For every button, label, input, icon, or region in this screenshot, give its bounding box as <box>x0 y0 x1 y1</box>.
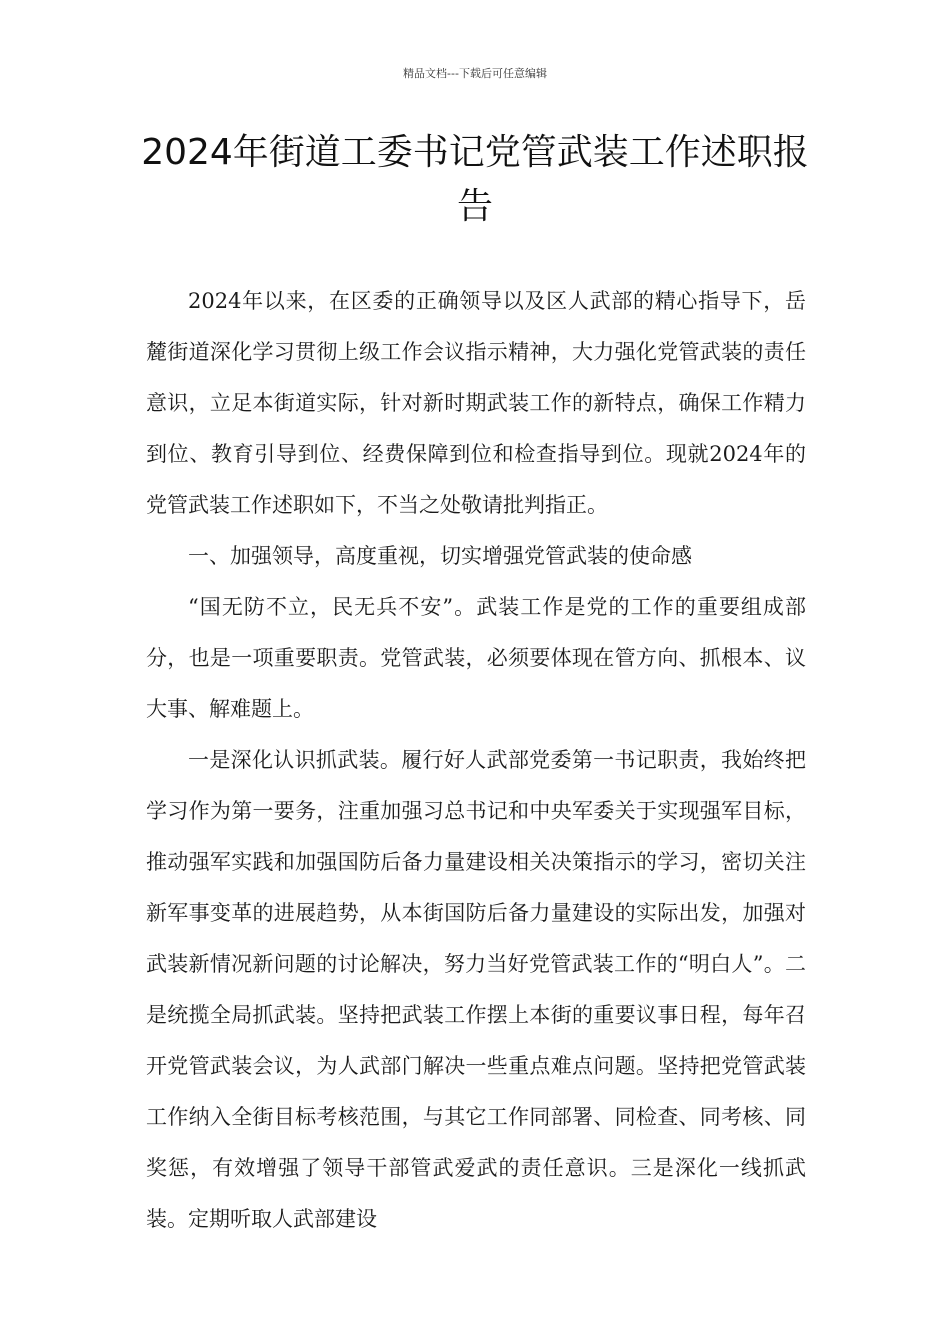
paragraph-quote: “国无防不立，民无兵不安”。武装工作是党的工作的重要组成部分，也是一项重要职责。党管武装，必须要体现在管方向、抓根本、议大事、解难题上。 <box>146 595 806 721</box>
section-heading-1: 一、加强领导，高度重视，切实增强党管武装的使命感 <box>188 544 692 568</box>
header-note: 精品文档---下载后可任意编辑 <box>403 67 547 80</box>
document-title: 2024年街道工委书记党管武装工作述职报告 <box>141 132 809 227</box>
document-body <box>146 276 806 1245</box>
paragraph-intro: 2024年以来，在区委的正确领导以及区人武部的精心指导下，岳麓街道深化学习贯彻上级工作会议指示精神，大力强化党管武装的责任意识，立足本街道实际，针对新时期武装工作的新特点，确保工作精力到位、教育引导到位、经费保障到位和检查指导到位。现就2024年的党管武装工作述职如下，不当之处敬请批判指正。 <box>146 289 806 517</box>
paragraph-details: 一是深化认识抓武装。履行好人武部党委第一书记职责，我始终把学习作为第一要务，注重加强习总书记和中央军委关于实现强军目标，推动强军实践和加强国防后备力量建设相关决策指示的学习，密切关注新军事变革的进展趋势，从本街国防后备力量建设的实际出发，加强对武装新情况新问题的讨论解决，努力当好党管武装工作的“明白人”。二是统揽全局抓武装。坚持把武装工作摆上本街的重要议事日程，每年召开党管武装会议，为人武部门解决一些重点难点问题。坚持把党管武装工作纳入全街目标考核范围，与其它工作同部署、同检查、同考核、同奖惩，有效增强了领导干部管武爱武的责任意识。三是深化一线抓武装。定期听取人武部建设 <box>146 748 806 1231</box>
